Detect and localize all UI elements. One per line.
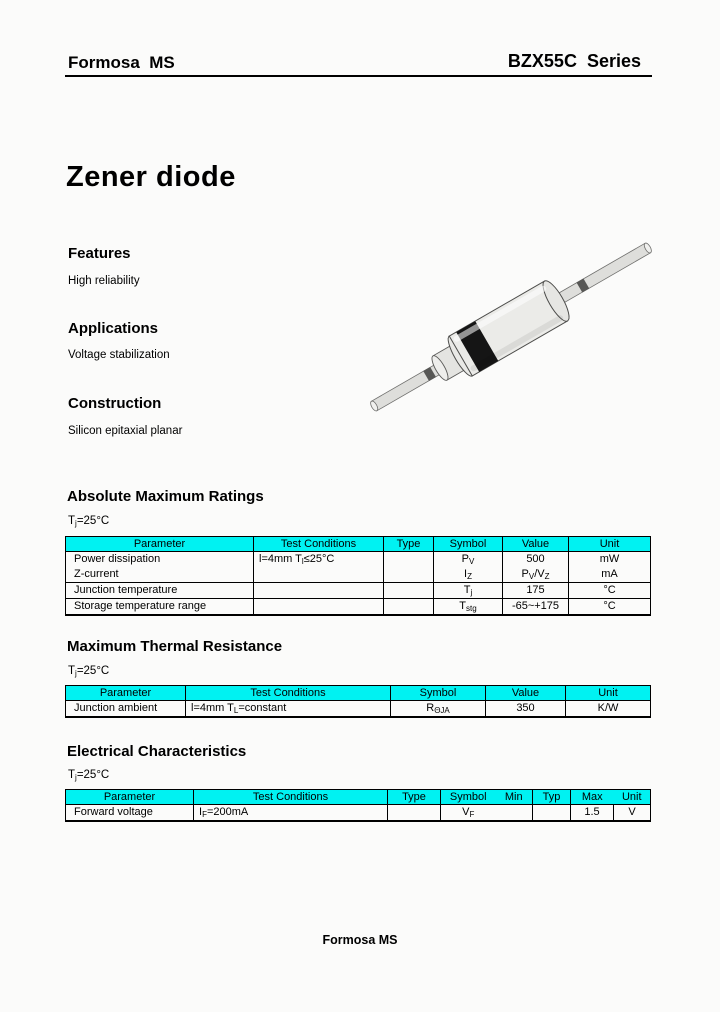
- column-header: Value: [503, 537, 569, 552]
- column-header: Symbol: [391, 686, 486, 701]
- construction-text: Silicon epitaxial planar: [68, 425, 183, 437]
- table-cell: [384, 599, 434, 616]
- table-cell: $R_{\Theta JA}$: [391, 701, 486, 718]
- table-cell: 175: [503, 583, 569, 599]
- ec-condition: $T_j=25^\circ C$: [68, 769, 110, 782]
- column-header: Max: [571, 790, 614, 805]
- column-header: Symbol: [441, 790, 496, 805]
- table-cell: mA: [569, 567, 651, 583]
- applications-heading: Applications: [68, 320, 159, 337]
- table-cell: Z-current: [66, 567, 254, 583]
- column-header: Value: [486, 686, 566, 701]
- column-header: Typ: [533, 790, 571, 805]
- column-header: Test Conditions: [186, 686, 391, 701]
- zener-diode-illustration: [350, 226, 672, 428]
- mtr-heading: Maximum Thermal Resistance: [67, 638, 283, 655]
- column-header: Parameter: [66, 790, 194, 805]
- table-cell: $P_V$: [434, 552, 503, 568]
- table-cell: [384, 583, 434, 599]
- table-cell: $V_F$: [441, 805, 496, 822]
- ec-heading: Electrical Characteristics: [67, 743, 247, 760]
- ec-table: [65, 789, 651, 822]
- column-header: Type: [388, 790, 441, 805]
- table-row: [66, 552, 651, 568]
- table-cell: $I_Z$: [434, 567, 503, 583]
- table-cell: l=4mm $T_L=constant$: [186, 701, 391, 718]
- page-title: Zener diode: [66, 161, 236, 193]
- table-row: [66, 805, 651, 822]
- ec-header-row: [66, 790, 651, 805]
- table-cell: Junction temperature: [66, 583, 254, 599]
- footer-brand: Formosa MS: [322, 933, 398, 947]
- amr-table: [65, 536, 651, 616]
- column-header: Unit: [569, 537, 651, 552]
- table-row: [66, 701, 651, 718]
- construction-heading: Construction: [68, 395, 162, 412]
- column-header: Symbol: [434, 537, 503, 552]
- table-cell: Power dissipation: [66, 552, 254, 568]
- column-header: Parameter: [66, 537, 254, 552]
- column-header: Unit: [614, 790, 651, 805]
- table-cell: °C: [569, 599, 651, 616]
- table-cell: 350: [486, 701, 566, 718]
- table-cell: Junction ambient: [66, 701, 186, 718]
- table-cell: $T_{stg}$: [434, 599, 503, 616]
- column-header: Parameter: [66, 686, 186, 701]
- table-row: [66, 583, 651, 599]
- features-heading: Features: [68, 245, 131, 262]
- table-cell: mW: [569, 552, 651, 568]
- table-cell: [496, 805, 533, 822]
- amr-condition: $T_j=25^\circ C$: [68, 515, 110, 528]
- amr-heading: Absolute Maximum Ratings: [67, 488, 264, 505]
- header-brand: Formosa MS: [68, 53, 175, 72]
- table-cell: [384, 552, 434, 568]
- table-cell: K/W: [566, 701, 651, 718]
- column-header: Test Conditions: [194, 790, 388, 805]
- table-cell: [388, 805, 441, 822]
- table-row: [66, 567, 651, 583]
- table-cell: $T_j$: [434, 583, 503, 599]
- header-series: BZX55C Series: [507, 51, 641, 71]
- table-cell: [254, 567, 384, 583]
- mtr-table: [65, 685, 651, 718]
- applications-text: Voltage stabilization: [68, 349, 170, 361]
- table-cell: -65~+175: [503, 599, 569, 616]
- mtr-header-row: [66, 686, 651, 701]
- table-cell: 1.5: [571, 805, 614, 822]
- table-cell: V: [614, 805, 651, 822]
- table-cell: Storage temperature range: [66, 599, 254, 616]
- features-text: High reliability: [68, 275, 140, 287]
- table-cell: $P_V/V_Z$: [503, 567, 569, 583]
- table-cell: Forward voltage: [66, 805, 194, 822]
- table-cell: [254, 599, 384, 616]
- header-rule: [65, 75, 652, 77]
- table-cell: [254, 583, 384, 599]
- table-cell: l=4mm $T_l\le 25^\circ C$: [254, 552, 384, 568]
- column-header: Test Conditions: [254, 537, 384, 552]
- amr-header-row: [66, 537, 651, 552]
- mtr-condition: $T_j=25^\circ C$: [68, 665, 110, 678]
- table-cell: [384, 567, 434, 583]
- table-cell: $I_F=200mA$: [194, 805, 388, 822]
- column-header: Unit: [566, 686, 651, 701]
- table-cell: [533, 805, 571, 822]
- table-cell: 500: [503, 552, 569, 568]
- table-row: [66, 599, 651, 616]
- column-header: Type: [384, 537, 434, 552]
- table-cell: °C: [569, 583, 651, 599]
- column-header: Min: [496, 790, 533, 805]
